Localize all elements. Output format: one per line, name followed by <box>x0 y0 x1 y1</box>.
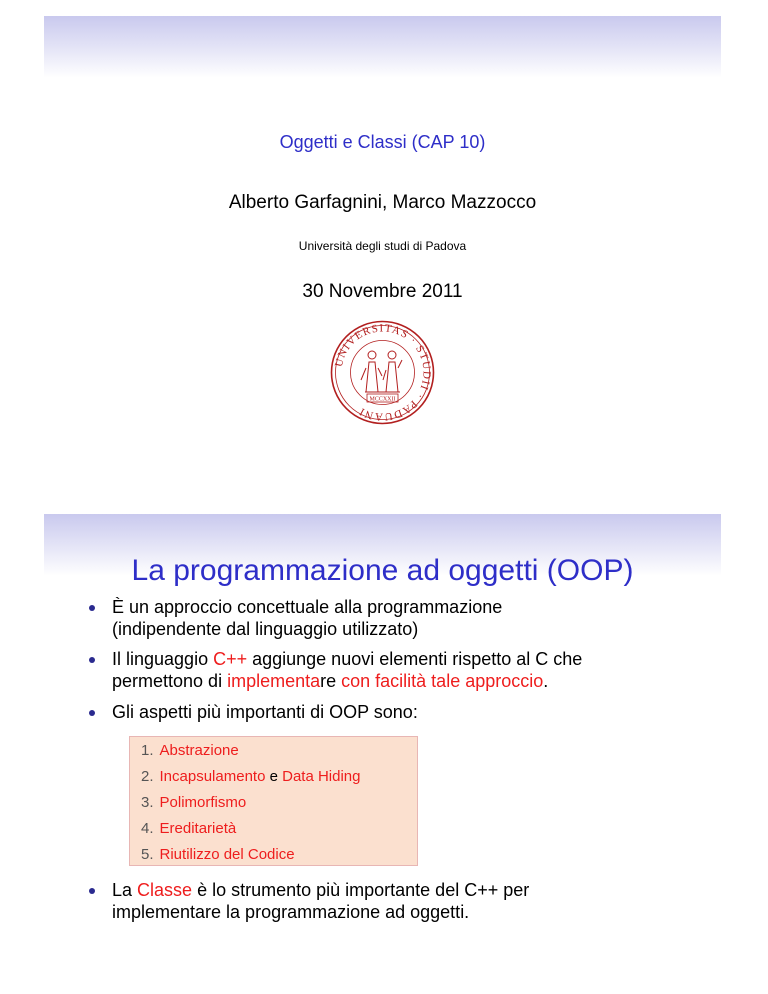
oop-aspect-item: 4. Ereditarietà <box>141 820 237 837</box>
bullet-text: È un approccio concettuale alla programmazione <box>112 597 503 617</box>
lecture-title: Oggetti e Classi (CAP 10) <box>279 132 486 152</box>
oop-aspect-item: 5. Riutilizzo del Codice <box>141 846 295 863</box>
lecture-date: 30 Novembre 2011 <box>302 281 463 302</box>
oop-slide <box>44 514 721 984</box>
oop-aspects-box <box>129 736 418 866</box>
university-seal-icon <box>330 320 435 425</box>
bullet-icon <box>89 657 95 663</box>
slide-header-band <box>44 16 721 78</box>
bullet-text: (indipendente dal linguaggio utilizzato) <box>112 619 419 639</box>
seal-year: MCCXXII <box>369 396 396 403</box>
bullet-item <box>112 701 672 723</box>
oop-aspect-item: 3. Polimorfismo <box>141 794 247 811</box>
title-slide <box>44 16 721 459</box>
highlight-cpp: C++ <box>213 649 248 669</box>
bullet-item <box>112 596 672 640</box>
bullet-icon <box>89 710 95 716</box>
bullet-text: permettono di implementare con facilità tale approccio. <box>112 671 549 691</box>
bullet-text: La Classe è lo strumento più importante del C++ per <box>112 880 530 900</box>
bullet-text: Il linguaggio C++ aggiunge nuovi elementi rispetto al C che <box>112 649 583 669</box>
bullet-icon <box>89 605 95 611</box>
highlight-classe: Classe <box>137 880 193 900</box>
authors: Alberto Garfagnini, Marco Mazzocco <box>228 192 537 213</box>
seal-text: UNIVERSITAS · STUDII · PADUANI <box>332 322 433 423</box>
oop-aspect-item: 1. Abstrazione <box>141 742 239 759</box>
bullet-icon <box>89 888 95 894</box>
oop-aspect-item: 2. Incapsulamento e Data Hiding <box>141 768 361 785</box>
institution: Università degli studi di Padova <box>298 239 467 253</box>
slide-title: La programmazione ad oggetti (OOP) <box>131 554 634 587</box>
highlight-facilita: con facilità tale approccio <box>341 671 544 691</box>
bullet-text: Gli aspetti più importanti di OOP sono: <box>112 702 418 722</box>
bullet-text: implementare la programmazione ad oggetti. <box>112 902 470 922</box>
bullet-item <box>112 648 672 692</box>
highlight-implementa: implementa <box>227 671 321 691</box>
bullet-item <box>112 879 672 923</box>
